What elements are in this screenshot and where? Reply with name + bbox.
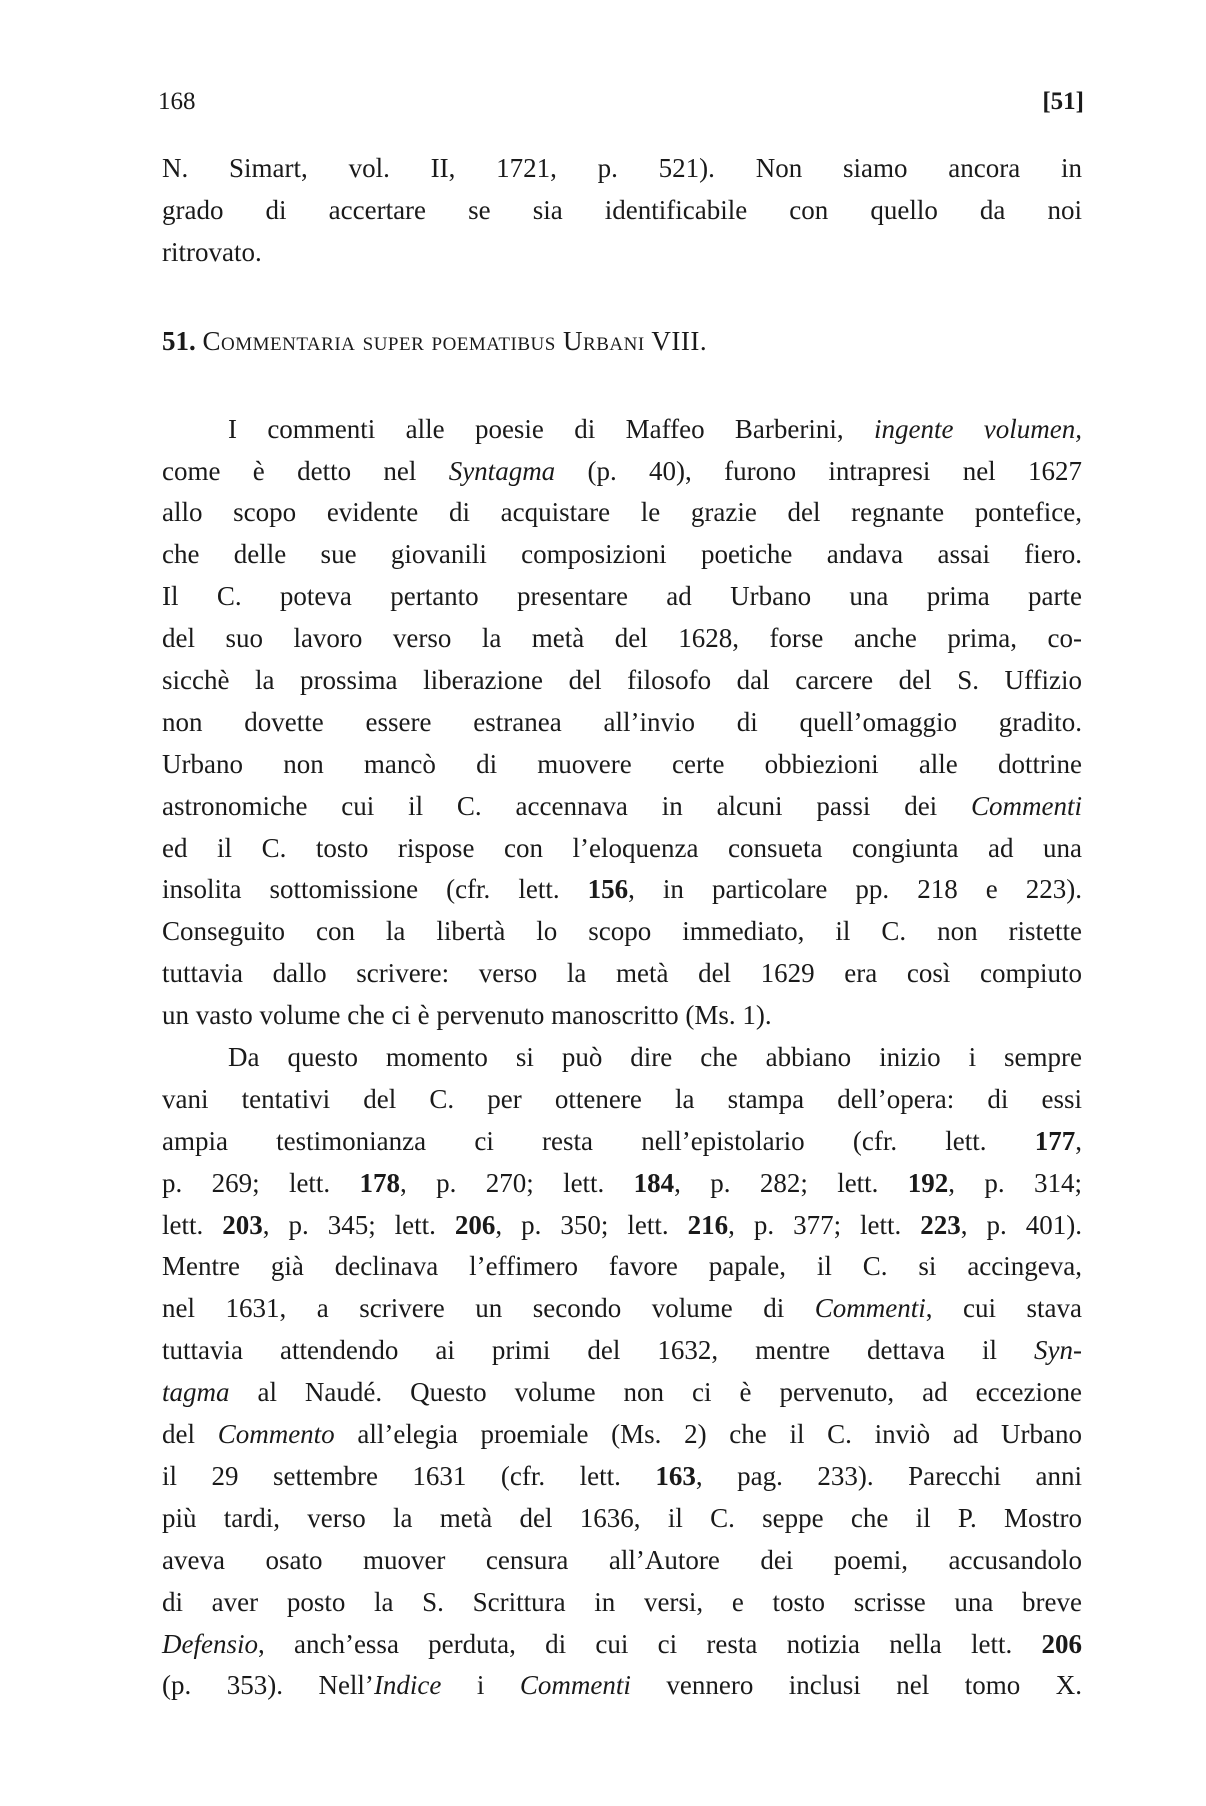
- text-line: vani tentativi del C. per ottenere la stampa dell’opera: di essi: [162, 1083, 1082, 1114]
- text-line: grado di accertare se sia identificabile con quello da noi: [162, 194, 1082, 225]
- paragraph: [162, 409, 1082, 1037]
- text-line: lett. 203, p. 345; lett. 206, p. 350; lett. 216, p. 377; lett. 223, p. 401).: [162, 1209, 1083, 1240]
- text-line: tuttavia dallo scrivere: verso la metà del 1629 era così compiuto: [162, 958, 1082, 989]
- running-header: [158, 88, 1084, 124]
- text-line: p. 269; lett. 178, p. 270; lett. 184, p. 282; lett. 192, p. 314;: [162, 1167, 1082, 1198]
- text-line: (p. 353). Nell’Indice i Commenti vennero inclusi nel tomo X.: [162, 1670, 1082, 1701]
- text-line: allo scopo evidente di acquistare le grazie del regnante pontefice,: [162, 497, 1082, 528]
- text-line: Defensio, anch’essa perduta, di cui ci resta notizia nella lett. 206: [162, 1628, 1082, 1659]
- section-reference: [51]: [1042, 88, 1084, 115]
- text-line: aveva osato muover censura all’Autore dei poemi, accusandolo: [162, 1544, 1082, 1575]
- text-line: sicchè la prossima liberazione del filosofo dal carcere del S. Uffizio: [162, 665, 1082, 696]
- text-line: ritrovato.: [162, 236, 262, 267]
- text-line: del Commento all’elegia proemiale (Ms. 2) che il C. inviò ad Urbano: [162, 1419, 1082, 1450]
- text-line: Conseguito con la libertà lo scopo immediato, il C. non ristette: [162, 916, 1082, 947]
- text-line: Urbano non mancò di muovere certe obbiezioni alle dottrine: [162, 748, 1082, 779]
- text-line: Mentre già declinava l’effimero favore papale, il C. si accingeva,: [162, 1251, 1082, 1282]
- text-line: il 29 settembre 1631 (cfr. lett. 163, pag. 233). Parecchi anni: [162, 1460, 1082, 1491]
- text-line: ampia testimonianza ci resta nell’epistolario (cfr. lett. 177,: [162, 1125, 1082, 1156]
- text-line: Il C. poteva pertanto presentare ad Urbano una prima parte: [162, 581, 1082, 612]
- page-number: 168: [158, 88, 196, 115]
- text-line: astronomiche cui il C. accennava in alcuni passi dei Commenti: [162, 790, 1082, 821]
- text-line: come è detto nel Syntagma (p. 40), furono intrapresi nel 1627: [162, 455, 1082, 486]
- text-line: N. Simart, vol. II, 1721, p. 521). Non siamo ancora in: [162, 153, 1082, 183]
- text-line: che delle sue giovanili composizioni poetiche andava assai fiero.: [162, 539, 1082, 570]
- text-line: nel 1631, a scrivere un secondo volume di Commenti, cui stava: [162, 1293, 1082, 1324]
- text-line: Da questo momento si può dire che abbiano inizio i sempre: [228, 1042, 1082, 1073]
- text-line: insolita sottomissione (cfr. lett. 156, in particolare pp. 218 e 223).: [162, 874, 1082, 905]
- text-line: più tardi, verso la metà del 1636, il C. seppe che il P. Mostro: [162, 1502, 1082, 1533]
- text-line: tuttavia attendendo ai primi del 1632, mentre dettava il Syn-: [162, 1335, 1082, 1366]
- text-line: di aver posto la S. Scrittura in versi, e tosto scrisse una breve: [162, 1586, 1082, 1617]
- section-title: Commentaria super poematibus Urbani VIII.: [202, 325, 708, 356]
- section-number: 51.: [162, 325, 196, 356]
- text-line: tagma al Naudé. Questo volume non ci è pervenuto, ad eccezione: [162, 1377, 1082, 1408]
- text-line: I commenti alle poesie di Maffeo Barberini, ingente volumen,: [228, 413, 1082, 444]
- text-line: del suo lavoro verso la metà del 1628, forse anche prima, co-: [162, 623, 1082, 654]
- paragraph: [162, 1037, 1082, 1707]
- text-line: un vasto volume che ci è pervenuto manoscritto (Ms. 1).: [162, 1000, 772, 1031]
- text-line: non dovette essere estranea all’invio di quell’omaggio gradito.: [162, 706, 1082, 737]
- section-heading: [162, 321, 1082, 361]
- text-line: ed il C. tosto rispose con l’eloquenza consueta congiunta ad una: [162, 832, 1082, 863]
- page-body: [162, 148, 1082, 1707]
